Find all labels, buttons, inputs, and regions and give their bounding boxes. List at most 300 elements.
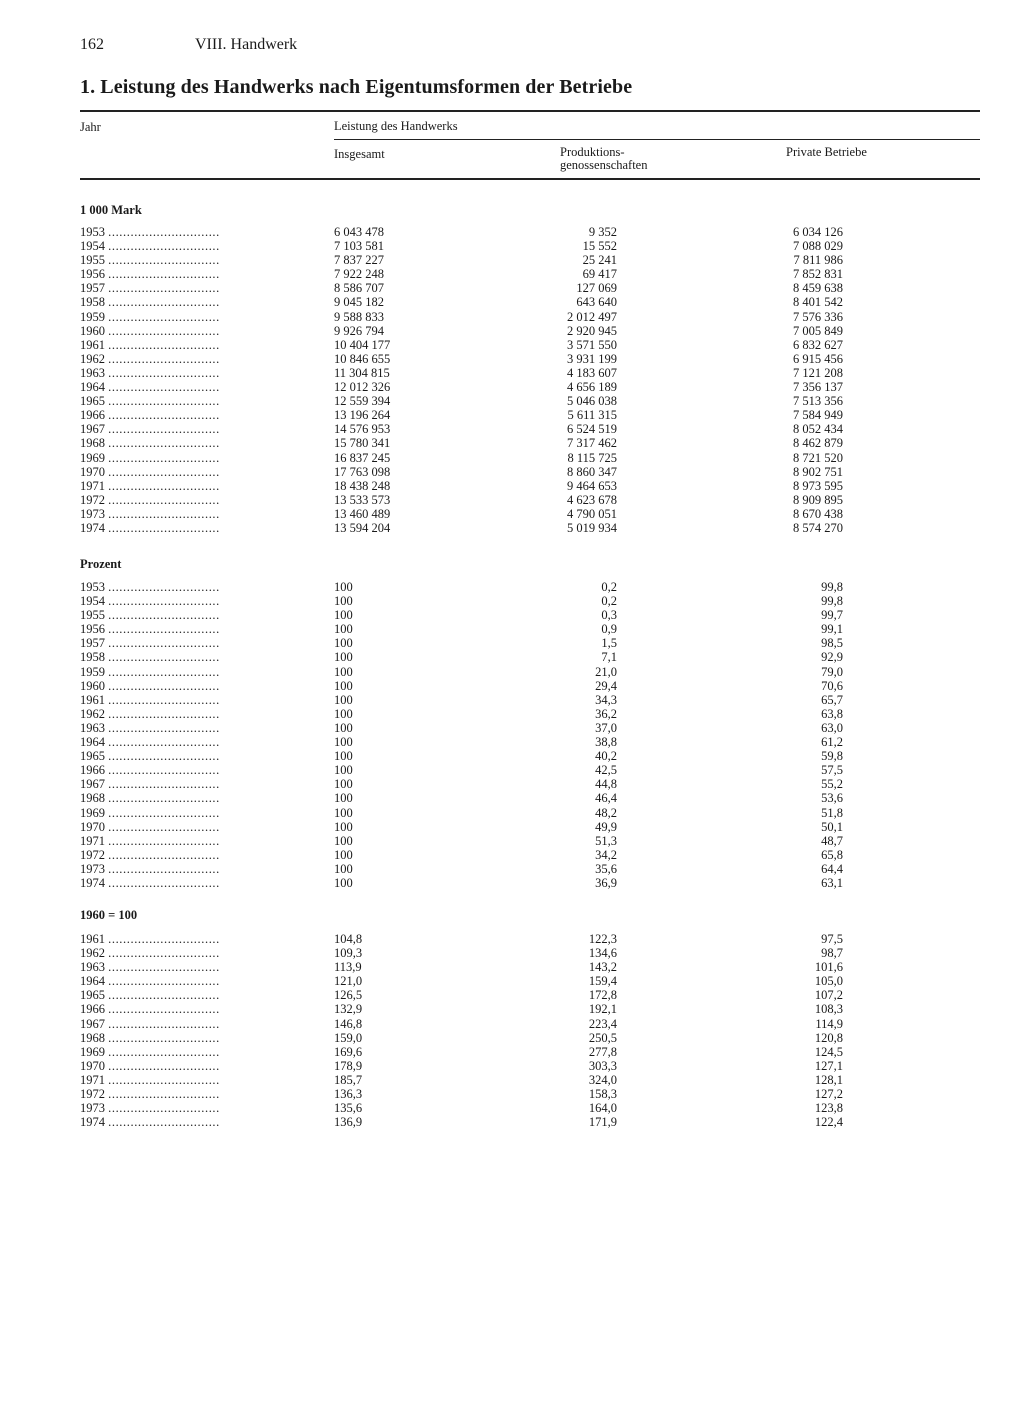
year-cell [80,932,330,946]
private-betriebe-cell: 99,8 [821,580,843,594]
dot-leader: .............................. [108,239,220,254]
private-betriebe-cell: 123,8 [814,1101,843,1116]
dot-leader: .............................. [108,664,220,679]
year-cell [80,763,330,777]
dot-leader: .............................. [108,791,220,806]
dot-leader: .............................. [108,422,220,437]
produktionsgenossenschaften-cell: 40,2 [595,749,617,764]
year-value: 1955 [80,608,105,623]
private-betriebe-cell: 6 832 627 [793,337,843,352]
year-cell [80,1017,330,1031]
insgesamt-cell: 9 926 794 [334,323,384,338]
year-cell [80,721,330,735]
produktionsgenossenschaften-cell: 7 317 462 [567,436,617,451]
year-cell [80,988,330,1002]
year-value: 1973 [80,506,105,521]
produktionsgenossenschaften-cell: 158,3 [588,1087,617,1102]
year-value: 1960 [80,323,105,338]
table-row [80,820,980,834]
produktionsgenossenschaften-cell: 1,5 [601,636,617,651]
year-cell [80,848,330,862]
dot-leader: .............................. [108,520,220,535]
dot-leader: .............................. [108,436,220,451]
table-row [80,791,980,805]
dot-leader: .............................. [108,337,220,352]
year-cell [80,862,330,876]
year-value: 1968 [80,1030,105,1045]
section-label-1000-mark: 1 000 Mark [80,203,142,217]
private-betriebe-cell: 8 670 438 [793,506,843,521]
year-value: 1970 [80,819,105,834]
year-value: 1967 [80,422,105,437]
year-cell [80,707,330,721]
year-value: 1973 [80,1101,105,1116]
produktionsgenossenschaften-cell: 51,3 [595,833,617,848]
private-betriebe-cell: 8 401 542 [793,295,843,310]
year-value: 1959 [80,664,105,679]
private-betriebe-cell: 59,8 [821,749,843,764]
year-value: 1957 [80,281,105,296]
produktionsgenossenschaften-cell: 5 019 934 [567,520,617,535]
table-row [80,493,980,507]
insgesamt-cell: 10 846 655 [334,351,391,366]
produktionsgenossenschaften-cell: 0,2 [601,594,617,609]
year-value: 1964 [80,380,105,395]
private-betriebe-cell: 8 462 879 [793,436,843,451]
dot-leader: .............................. [108,492,220,507]
table-row [80,1017,980,1031]
dot-leader: .............................. [108,819,220,834]
private-betriebe-cell: 65,7 [821,692,843,707]
year-cell [80,735,330,749]
year-cell [80,267,330,281]
produktionsgenossenschaften-cell: 643 640 [576,295,617,310]
dot-leader: .............................. [108,946,220,961]
table-row [80,876,980,890]
private-betriebe-cell: 107,2 [814,988,843,1003]
insgesamt-cell: 100 [334,777,353,792]
table-row [80,267,980,281]
private-betriebe-cell: 7 852 831 [793,267,843,282]
table-row [80,1101,980,1115]
table-row [80,281,980,295]
dot-leader: .............................. [108,720,220,735]
year-value: 1969 [80,805,105,820]
insgesamt-cell: 100 [334,608,353,623]
year-value: 1961 [80,932,105,946]
dot-leader: .............................. [108,1101,220,1116]
private-betriebe-cell: 99,8 [821,594,843,609]
table-row [80,310,980,324]
private-betriebe-cell: 127,1 [814,1058,843,1073]
insgesamt-cell: 13 594 204 [334,520,391,535]
year-value: 1968 [80,791,105,806]
year-cell [80,1115,330,1129]
column-header-produktion-line2: genossenschaften [560,158,648,172]
year-value: 1967 [80,1016,105,1031]
private-betriebe-cell: 70,6 [821,678,843,693]
year-value: 1958 [80,650,105,665]
produktionsgenossenschaften-cell: 134,6 [588,946,617,961]
insgesamt-cell: 136,9 [334,1115,363,1130]
year-value: 1954 [80,239,105,254]
dot-leader: .............................. [108,1030,220,1045]
table-row [80,479,980,493]
dot-leader: .............................. [108,636,220,651]
table-row [80,735,980,749]
year-value: 1972 [80,492,105,507]
dot-leader: .............................. [108,464,220,479]
private-betriebe-cell: 79,0 [821,664,843,679]
insgesamt-cell: 13 533 573 [334,492,391,507]
table-row [80,380,980,394]
private-betriebe-cell: 7 513 356 [793,394,843,409]
dot-leader: .............................. [108,777,220,792]
insgesamt-cell: 15 780 341 [334,436,391,451]
dot-leader: .............................. [108,749,220,764]
produktionsgenossenschaften-cell: 8 115 725 [567,450,617,465]
private-betriebe-cell: 7 356 137 [793,380,843,395]
year-cell [80,834,330,848]
table-row [80,521,980,535]
year-cell [80,580,330,594]
year-cell [80,650,330,664]
dot-leader: .............................. [108,1016,220,1031]
dot-leader: .............................. [108,622,220,637]
table-row [80,974,980,988]
year-value: 1957 [80,636,105,651]
dot-leader: .............................. [108,847,220,862]
produktionsgenossenschaften-cell: 25 241 [582,253,617,268]
private-betriebe-cell: 61,2 [821,735,843,750]
table-row [80,507,980,521]
table-row [80,679,980,693]
private-betriebe-cell: 8 459 638 [793,281,843,296]
produktionsgenossenschaften-cell: 172,8 [588,988,617,1003]
insgesamt-cell: 100 [334,594,353,609]
table-row [80,394,980,408]
dot-leader: .............................. [108,805,220,820]
year-value: 1968 [80,436,105,451]
insgesamt-cell: 159,0 [334,1030,363,1045]
produktionsgenossenschaften-cell: 21,0 [595,664,617,679]
insgesamt-cell: 100 [334,791,353,806]
dot-leader: .............................. [108,763,220,778]
table-row [80,650,980,664]
insgesamt-cell: 7 103 581 [334,239,384,254]
table-body-prozent [80,580,980,890]
dot-leader: .............................. [108,692,220,707]
produktionsgenossenschaften-cell: 48,2 [595,805,617,820]
table-row [80,848,980,862]
insgesamt-cell: 13 196 264 [334,408,391,423]
year-cell [80,253,330,267]
table-row [80,932,980,946]
private-betriebe-cell: 63,1 [821,875,843,890]
private-betriebe-cell: 65,8 [821,847,843,862]
dot-leader: .............................. [108,875,220,890]
column-header-jahr: Jahr [80,120,101,134]
dot-leader: .............................. [108,380,220,395]
dot-leader: .............................. [108,408,220,423]
year-cell [80,1002,330,1016]
table-row [80,1073,980,1087]
produktionsgenossenschaften-cell: 3 931 199 [567,351,617,366]
produktionsgenossenschaften-cell: 324,0 [588,1072,617,1087]
year-cell [80,820,330,834]
header-bottom-rule [80,178,980,180]
produktionsgenossenschaften-cell: 3 571 550 [567,337,617,352]
produktionsgenossenschaften-cell: 4 623 678 [567,492,617,507]
private-betriebe-cell: 99,1 [821,622,843,637]
year-value: 1963 [80,720,105,735]
dot-leader: .............................. [108,351,220,366]
private-betriebe-cell: 7 576 336 [793,309,843,324]
private-betriebe-cell: 8 909 895 [793,492,843,507]
insgesamt-cell: 100 [334,636,353,651]
private-betriebe-cell: 124,5 [814,1044,843,1059]
insgesamt-cell: 132,9 [334,1002,363,1017]
table-title: 1. Leistung des Handwerks nach Eigentumsformen der Betriebe [80,76,633,98]
produktionsgenossenschaften-cell: 2 920 945 [567,323,617,338]
column-header-private-betriebe: Private Betriebe [786,145,867,159]
year-cell [80,1101,330,1115]
insgesamt-cell: 100 [334,678,353,693]
year-cell [80,380,330,394]
column-header-insgesamt: Insgesamt [334,147,385,161]
table-row [80,608,980,622]
running-header [80,36,297,54]
private-betriebe-cell: 8 052 434 [793,422,843,437]
year-value: 1962 [80,946,105,961]
produktionsgenossenschaften-cell: 8 860 347 [567,464,617,479]
produktionsgenossenschaften-cell: 9 352 [588,225,617,239]
year-cell [80,622,330,636]
dot-leader: .............................. [108,253,220,268]
insgesamt-cell: 126,5 [334,988,363,1003]
year-value: 1973 [80,861,105,876]
private-betriebe-cell: 99,7 [821,608,843,623]
table-row [80,693,980,707]
dot-leader: .............................. [108,833,220,848]
produktionsgenossenschaften-cell: 42,5 [595,763,617,778]
year-value: 1969 [80,1044,105,1059]
private-betriebe-cell: 6 915 456 [793,351,843,366]
insgesamt-cell: 185,7 [334,1072,363,1087]
insgesamt-cell: 100 [334,861,353,876]
insgesamt-cell: 169,6 [334,1044,363,1059]
table-body-index-1960 [80,932,980,1129]
year-value: 1974 [80,875,105,890]
insgesamt-cell: 113,9 [334,960,362,975]
dot-leader: .............................. [108,580,220,594]
year-value: 1955 [80,253,105,268]
table-row [80,806,980,820]
table-row [80,594,980,608]
dot-leader: .............................. [108,478,220,493]
insgesamt-cell: 12 559 394 [334,394,391,409]
table-row [80,777,980,791]
year-value: 1959 [80,309,105,324]
year-value: 1953 [80,225,105,239]
insgesamt-cell: 100 [334,819,353,834]
table-row [80,721,980,735]
year-cell [80,1073,330,1087]
dot-leader: .............................. [108,394,220,409]
year-cell [80,493,330,507]
insgesamt-cell: 100 [334,664,353,679]
private-betriebe-cell: 48,7 [821,833,843,848]
insgesamt-cell: 135,6 [334,1101,363,1116]
table-row [80,239,980,253]
dot-leader: .............................. [108,1058,220,1073]
year-value: 1967 [80,777,105,792]
private-betriebe-cell: 57,5 [821,763,843,778]
column-header-produktion-line1: Produktions- [560,145,625,159]
dot-leader: .............................. [108,974,220,989]
dot-leader: .............................. [108,506,220,521]
top-rule [80,110,980,112]
table-row [80,1115,980,1129]
year-cell [80,281,330,295]
private-betriebe-cell: 98,7 [821,946,843,961]
table-row [80,622,980,636]
dot-leader: .............................. [108,650,220,665]
year-value: 1966 [80,1002,105,1017]
insgesamt-cell: 136,3 [334,1087,363,1102]
insgesamt-cell: 121,0 [334,974,363,989]
table-row [80,1045,980,1059]
year-cell [80,960,330,974]
produktionsgenossenschaften-cell: 2 012 497 [567,309,617,324]
dot-leader: .............................. [108,960,220,975]
year-value: 1954 [80,594,105,609]
year-value: 1974 [80,1115,105,1130]
year-cell [80,408,330,422]
private-betriebe-cell: 7 121 208 [793,365,843,380]
produktionsgenossenschaften-cell: 303,3 [588,1058,617,1073]
produktionsgenossenschaften-cell: 46,4 [595,791,617,806]
year-value: 1972 [80,1087,105,1102]
produktionsgenossenschaften-cell: 29,4 [595,678,617,693]
year-cell [80,946,330,960]
produktionsgenossenschaften-cell: 36,9 [595,875,617,890]
year-cell [80,608,330,622]
private-betriebe-cell: 53,6 [821,791,843,806]
year-cell [80,636,330,650]
dot-leader: .............................. [108,295,220,310]
insgesamt-cell: 100 [334,805,353,820]
produktionsgenossenschaften-cell: 143,2 [588,960,617,975]
year-value: 1962 [80,706,105,721]
year-cell [80,352,330,366]
insgesamt-cell: 146,8 [334,1016,363,1031]
year-cell [80,324,330,338]
dot-leader: .............................. [108,323,220,338]
insgesamt-cell: 13 460 489 [334,506,391,521]
table-row [80,988,980,1002]
year-value: 1965 [80,749,105,764]
insgesamt-cell: 104,8 [334,932,363,946]
private-betriebe-cell: 98,5 [821,636,843,651]
private-betriebe-cell: 8 574 270 [793,520,843,535]
section-label-prozent: Prozent [80,557,122,571]
dot-leader: .............................. [108,1115,220,1130]
produktionsgenossenschaften-cell: 159,4 [588,974,617,989]
private-betriebe-cell: 122,4 [814,1115,843,1130]
table-row [80,422,980,436]
insgesamt-cell: 16 837 245 [334,450,391,465]
year-cell [80,465,330,479]
year-cell [80,436,330,450]
private-betriebe-cell: 97,5 [821,932,843,946]
insgesamt-cell: 9 045 182 [334,295,384,310]
produktionsgenossenschaften-cell: 7,1 [601,650,617,665]
year-value: 1970 [80,1058,105,1073]
dot-leader: .............................. [108,225,220,239]
year-value: 1972 [80,847,105,862]
dot-leader: .............................. [108,932,220,946]
year-value: 1963 [80,365,105,380]
insgesamt-cell: 7 837 227 [334,253,384,268]
year-cell [80,679,330,693]
year-value: 1969 [80,450,105,465]
year-cell [80,521,330,535]
year-value: 1965 [80,988,105,1003]
insgesamt-cell: 18 438 248 [334,478,391,493]
table-row [80,763,980,777]
year-value: 1961 [80,692,105,707]
dot-leader: .............................. [108,706,220,721]
year-value: 1953 [80,580,105,594]
insgesamt-cell: 8 586 707 [334,281,384,296]
table-row [80,366,980,380]
insgesamt-cell: 100 [334,749,353,764]
produktionsgenossenschaften-cell: 38,8 [595,735,617,750]
insgesamt-cell: 11 304 815 [334,365,390,380]
year-cell [80,1087,330,1101]
table-row [80,352,980,366]
produktionsgenossenschaften-cell: 223,4 [588,1016,617,1031]
dot-leader: .............................. [108,594,220,609]
insgesamt-cell: 14 576 953 [334,422,391,437]
private-betriebe-cell: 128,1 [814,1072,843,1087]
produktionsgenossenschaften-cell: 5 611 315 [567,408,617,423]
dot-leader: .............................. [108,450,220,465]
year-value: 1956 [80,622,105,637]
table-row [80,707,980,721]
year-value: 1971 [80,478,105,493]
year-cell [80,338,330,352]
dot-leader: .............................. [108,988,220,1003]
produktionsgenossenschaften-cell: 0,2 [601,580,617,594]
table-row [80,1059,980,1073]
private-betriebe-cell: 7 088 029 [793,239,843,254]
year-value: 1964 [80,735,105,750]
year-cell [80,791,330,805]
dot-leader: .............................. [108,861,220,876]
produktionsgenossenschaften-cell: 49,9 [595,819,617,834]
dot-leader: .............................. [108,735,220,750]
table-row [80,1031,980,1045]
private-betriebe-cell: 50,1 [821,819,843,834]
table-row [80,834,980,848]
insgesamt-cell: 10 404 177 [334,337,391,352]
table-row [80,436,980,450]
year-cell [80,876,330,890]
insgesamt-cell: 12 012 326 [334,380,391,395]
private-betriebe-cell: 127,2 [814,1087,843,1102]
